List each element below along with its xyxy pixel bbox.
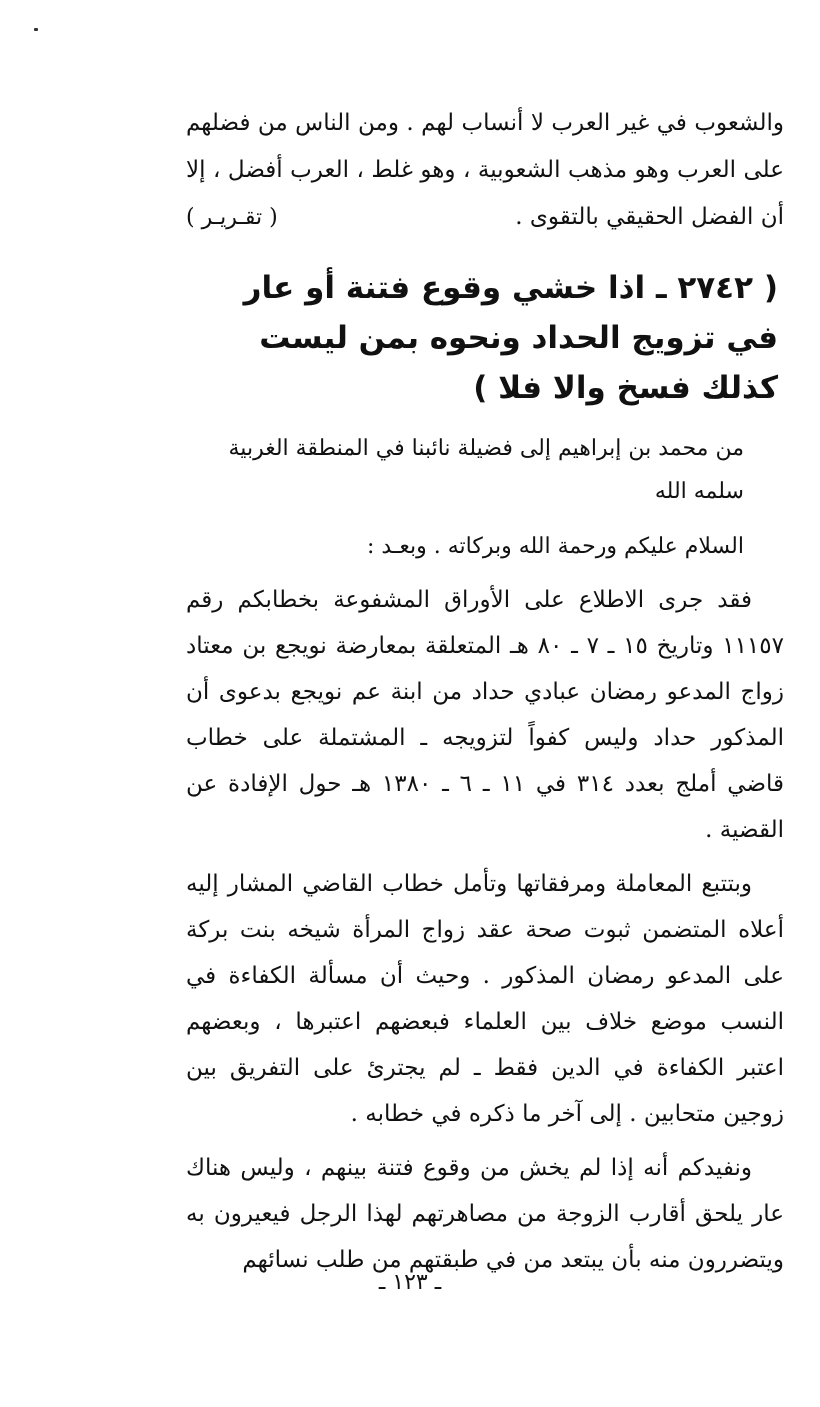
paragraph-3: ونفيدكم أنه إذا لم يخش من وقوع فتنة بينهم ، وليس هناك عار يلحق أقارب الزوجة من مصاهرتهم لهذا الرجل فيعيرون به ويتضررون منه بأن يبتعد من في طبقتهم من طلب نسائهم bbox=[186, 1155, 784, 1273]
scan-speck bbox=[34, 28, 38, 31]
sender-text: من محمد بن إبراهيم إلى فضيلة نائبنا في المنطقة الغربية bbox=[228, 436, 744, 461]
sender-blessing: سلمه الله bbox=[654, 479, 744, 504]
intro-paragraph bbox=[186, 100, 784, 241]
greeting: السلام عليكم ورحمة الله وبركاته . وبعـد : bbox=[367, 534, 744, 559]
intro-text: والشعوب في غير العرب لا أنساب لهم . ومن الناس من فضلهم على العرب وهو مذهب الشعوبية ، وهو غلط ، العرب أفضل ، إلا أن الفضل الحقيقي بالتقوى . bbox=[186, 110, 784, 230]
paragraph-2: وبتتبع المعاملة ومرفقاتها وتأمل خطاب القاضي المشار إليه أعلاه المتضمن ثبوت صحة عقد زواج المرأة شيخه بنت بركة على المدعو رمضان المذكور . وحيث أن مسألة الكفاءة في النسب موضع خلاف بين العلماء فبعضهم اعتبرها ، وبعضهم اعتبر الكفاءة في الدين فقط ـ لم يجترئ على التفريق بين زوجين متحابين . إلى آخر ما ذكره في خطابه . bbox=[186, 871, 784, 1127]
page-body bbox=[186, 100, 784, 1291]
fatwa-heading: ( ٢٧٤٢ ـ اذا خشي وقوع فتنة أو عار في تزويج الحداد ونحوه بمن ليست كذلك فسخ والا فلا ) bbox=[243, 270, 778, 406]
page-number: ـ ١٢٣ ـ bbox=[378, 1270, 442, 1295]
sender-line bbox=[186, 427, 744, 513]
paragraph-1: فقد جرى الاطلاع على الأوراق المشفوعة بخطابكم رقم ١١١٥٧ وتاريخ ١٥ ـ ٧ ـ ٨٠ هـ المتعلقة بمعارضة نويجع بن معتاد زواج المدعو رمضان عبادي حداد من ابنة عم نويجع بدعوى أن المذكور حداد وليس كفواً لتزويجه ـ المشتملة على خطاب قاضي أملج بعدد ٣١٤ في ١١ ـ ٦ ـ ١٣٨٠ هـ حول الإفادة عن القضية . bbox=[186, 587, 784, 843]
intro-source-tag: ( تقـريـر ) bbox=[186, 205, 278, 230]
